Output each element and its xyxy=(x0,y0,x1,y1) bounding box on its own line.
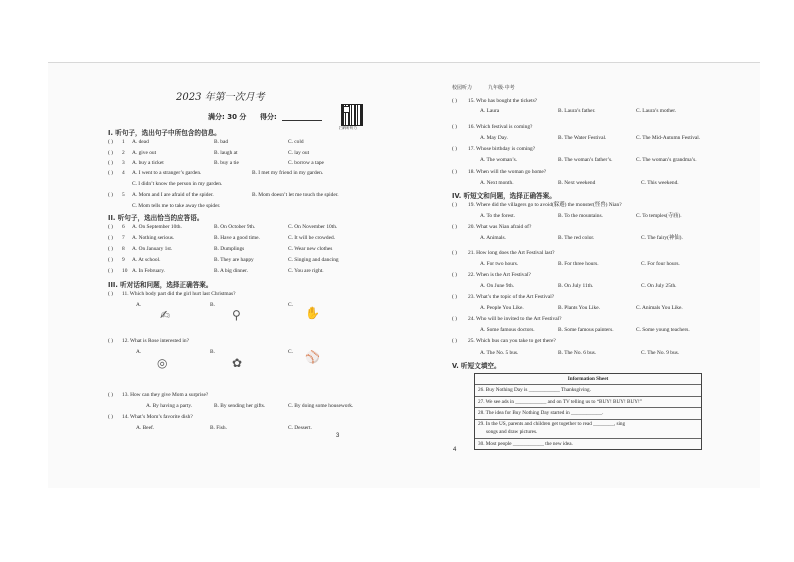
section-2-heading: II. 听句子，选出恰当的应答语。 xyxy=(108,214,204,222)
paren: ( ) xyxy=(108,192,113,198)
q10-option-c: C. You are right. xyxy=(288,268,324,274)
q24-question: 24. Who will be invited to the Art Festival? xyxy=(468,316,562,322)
paren: ( ) xyxy=(452,146,457,152)
q19-option-c: C. To temples(寺庙). xyxy=(636,213,682,219)
q4-option-b: B. I met my friend in my garden. xyxy=(252,170,324,176)
ball-sketch-icon: ⚾ xyxy=(305,350,320,364)
q16-question: 16. Which festival is coming? xyxy=(468,124,533,130)
q7-option-b: B. Have a good time. xyxy=(214,235,260,241)
q3-num: 3 xyxy=(122,160,125,166)
q13-question: 13. How can they give Mom a surprise? xyxy=(122,392,209,398)
q2-option-b: B. laugh at xyxy=(214,150,238,156)
q2-num: 2 xyxy=(122,150,125,156)
table-row-26: 26. Buy Nothing Day is ____________ Thanksgiving. xyxy=(475,384,701,395)
q25-question: 25. Which bus can you take to get there? xyxy=(468,338,556,344)
q14-option-c: C. Dessert. xyxy=(288,425,312,431)
paren: ( ) xyxy=(108,170,113,176)
q11-option-a: A. xyxy=(136,302,142,308)
table-row-29-line2: songs and draw pictures. xyxy=(486,428,538,435)
q7-num: 7 xyxy=(122,235,125,241)
q6-option-c: C. On November 10th. xyxy=(288,224,338,230)
q19-question: 19. Where did the villagers go to avoid(躲避) the monster(怪兽) Nian? xyxy=(468,202,622,208)
q13-option-a: A. By having a party. xyxy=(146,403,193,409)
q22-option-b: B. On July 11th. xyxy=(558,283,594,289)
q24-option-a: A. Some famous doctors. xyxy=(480,327,535,333)
q16-option-c: C. The Mid-Autumn Festival. xyxy=(636,135,701,141)
q11-option-c: C. xyxy=(288,302,293,308)
table-title: Information Sheet xyxy=(567,376,609,382)
paren: ( ) xyxy=(108,224,113,230)
q21-option-b: B. For three hours. xyxy=(558,261,599,267)
q15-question: 15. Who has bought the tickets? xyxy=(468,98,538,104)
q22-option-c: C. On July 25th. xyxy=(641,283,677,289)
q19-option-a: A. To the forest. xyxy=(480,213,516,219)
q5-option-b: B. Mom doesn’t let me touch the spider. xyxy=(252,192,339,198)
section-5-heading: V. 听短文填空。 xyxy=(452,362,501,370)
q25-option-b: B. The No. 6 bus. xyxy=(558,350,597,356)
q18-option-b: B. Next weekend xyxy=(558,180,596,186)
q23-question: 23. What’s the topic of the Art Festival? xyxy=(468,294,555,300)
q12-question: 12. What is Rose interested in? xyxy=(122,338,189,344)
q4-num: 4 xyxy=(122,170,125,176)
q20-option-a: A. Animals. xyxy=(480,235,506,241)
q24-option-c: C. Some young teachers. xyxy=(636,327,690,333)
q8-option-a: A. On January 1st. xyxy=(132,246,173,252)
section-4-heading: IV. 听短文和问题，选择正确答案。 xyxy=(452,192,556,200)
paren: ( ) xyxy=(108,139,113,145)
paren: ( ) xyxy=(452,202,457,208)
hand-sketch-icon: ✋ xyxy=(305,306,320,320)
paren: ( ) xyxy=(108,414,113,420)
q23-option-a: A. People You Like. xyxy=(480,305,524,311)
q7-option-a: A. Nothing serious. xyxy=(132,235,175,241)
section-3-heading: III. 听对话和问题，选择正确答案。 xyxy=(108,281,213,289)
q20-option-c: C. The fairy(神仙). xyxy=(641,235,683,241)
paren: ( ) xyxy=(108,392,113,398)
grade-tag: 九年级·中考 xyxy=(488,85,515,91)
q23-option-c: C. Animals You Like. xyxy=(636,305,683,311)
paren: ( ) xyxy=(108,338,113,344)
q11-option-b: B. xyxy=(210,302,215,308)
q23-option-b: B. Plants You Like. xyxy=(558,305,600,311)
table-row-27: 27. We see ads in ____________ and on TV telling us to “BUY! BUY! BUY!” xyxy=(475,396,701,407)
publisher-logo: 校园听力 xyxy=(452,85,473,91)
q25-option-c: C. The No. 9 bus. xyxy=(641,350,680,356)
paren: ( ) xyxy=(452,294,457,300)
q1-option-a: A. dead xyxy=(132,139,149,145)
q10-option-b: B. A big dinner. xyxy=(214,268,248,274)
q3-option-b: B. buy a tie xyxy=(214,160,239,166)
q4-option-a: A. I went to a stranger’s garden. xyxy=(132,170,202,176)
paren: ( ) xyxy=(452,250,457,256)
q21-option-c: C. For four hours. xyxy=(641,261,680,267)
table-row-30: 30. Most people ____________ the new idea. xyxy=(475,438,701,449)
section-1-heading: I. 听句子，选出句子中所包含的信息。 xyxy=(108,129,221,137)
q1-num: 1 xyxy=(122,139,125,145)
score-label: 得分: xyxy=(260,113,277,121)
q12-option-c: C. xyxy=(288,349,293,355)
q9-option-a: A. At school. xyxy=(132,257,161,263)
table-row-28: 28. The idea for Buy Nothing Day started in ____________. xyxy=(475,407,701,418)
q10-option-a: A. In February. xyxy=(132,268,165,274)
foot-sketch-icon: ⚲ xyxy=(232,308,241,322)
q18-question: 18. When will the woman go home? xyxy=(468,169,547,175)
exam-title: 2023 年第一次月考 xyxy=(176,92,265,103)
q21-option-a: A. For two hours. xyxy=(480,261,519,267)
page-number-left: 3 xyxy=(336,433,340,439)
q20-option-b: B. The red color. xyxy=(558,235,595,241)
q6-option-b: B. On October 9th. xyxy=(214,224,256,230)
q1-option-b: B. bad xyxy=(214,139,229,145)
q10-num: 10 xyxy=(122,268,128,274)
q14-question: 14. What’s Mom’s favorite dish? xyxy=(122,414,193,420)
q18-option-c: C. This weekend. xyxy=(641,180,679,186)
q2-option-c: C. lay out xyxy=(288,150,310,156)
q25-option-a: A. The No. 5 bus. xyxy=(480,350,519,356)
q5-num: 5 xyxy=(122,192,125,198)
paren: ( ) xyxy=(108,160,113,166)
q16-option-b: B. The Water Festival. xyxy=(558,135,607,141)
q9-option-b: B. They are happy xyxy=(214,257,254,263)
q14-option-b: B. Fish. xyxy=(210,425,227,431)
flower-sketch-icon: ✿ xyxy=(232,356,243,370)
q17-option-a: A. The woman’s. xyxy=(480,157,518,163)
q21-question: 21. How long does the Art Festival last? xyxy=(468,250,555,256)
q20-question: 20. What was Nian afraid of? xyxy=(468,224,532,230)
q13-option-c: C. By doing some housework. xyxy=(288,403,354,409)
q8-num: 8 xyxy=(122,246,125,252)
paren: ( ) xyxy=(108,235,113,241)
paren: ( ) xyxy=(108,291,113,297)
paren: ( ) xyxy=(452,124,457,130)
q13-option-b: B. By sending her gifts. xyxy=(214,403,266,409)
paren: ( ) xyxy=(452,224,457,230)
q14-option-a: A. Beef. xyxy=(136,425,155,431)
q15-option-b: B. Laura’s father. xyxy=(558,108,596,114)
q22-option-a: A. On June 9th. xyxy=(480,283,514,289)
qr-code-icon xyxy=(341,104,363,126)
paren: ( ) xyxy=(452,272,457,278)
q16-option-a: A. May Day. xyxy=(480,135,508,141)
q17-question: 17. Whose birthday is coming? xyxy=(468,146,536,152)
q2-option-a: A. give out xyxy=(132,150,157,156)
paren: ( ) xyxy=(452,169,457,175)
table-row-29 xyxy=(475,419,701,438)
page-number-right: 4 xyxy=(453,447,457,453)
q22-question: 22. When is the Art Festival? xyxy=(468,272,531,278)
q17-option-b: B. The woman’s father’s. xyxy=(558,157,613,163)
q7-option-c: C. It will be crowded. xyxy=(288,235,336,241)
q24-option-b: B. Some famous painters. xyxy=(558,327,614,333)
q8-option-b: B. Dumplings xyxy=(214,246,245,252)
q1-option-c: C. cold xyxy=(288,139,304,145)
q9-num: 9 xyxy=(122,257,125,263)
paren: ( ) xyxy=(452,98,457,104)
paren: ( ) xyxy=(108,150,113,156)
q8-option-c: C. Wear new clothes xyxy=(288,246,333,252)
q4-option-c: C. I didn’t know the person in my garden. xyxy=(132,181,223,187)
paren: ( ) xyxy=(108,268,113,274)
information-sheet-table xyxy=(474,373,702,450)
drum-sketch-icon: ◎ xyxy=(157,356,168,370)
q19-option-b: B. To the mountains. xyxy=(558,213,603,219)
score-blank xyxy=(282,120,322,121)
paren: ( ) xyxy=(452,338,457,344)
leg-sketch-icon: ✍ xyxy=(160,308,171,322)
q12-option-b: B. xyxy=(210,349,215,355)
q5-option-c: C. Mom tells me to take away the spider. xyxy=(132,203,221,209)
q12-option-a: A. xyxy=(136,349,142,355)
q6-num: 6 xyxy=(122,224,125,230)
q15-option-c: C. Laura’s mother. xyxy=(636,108,677,114)
q3-option-a: A. buy a ticket xyxy=(132,160,164,166)
q3-option-c: C. borrow a tape xyxy=(288,160,324,166)
q9-option-c: C. Singing and dancing xyxy=(288,257,339,263)
qr-caption: 扫码听听力 xyxy=(339,126,357,130)
paren: ( ) xyxy=(108,257,113,263)
full-score: 满分: 30 分 xyxy=(208,113,247,121)
table-row-29-line1: 29. In the US, parents and children get together to read ________, sing xyxy=(478,420,626,427)
q18-option-a: A. Next month. xyxy=(480,180,514,186)
q6-option-a: A. On September 10th. xyxy=(132,224,182,230)
q11-question: 11. Which body part did the girl hurt last Christmas? xyxy=(122,291,236,297)
q15-option-a: A. Laura xyxy=(480,108,500,114)
paren: ( ) xyxy=(108,246,113,252)
q5-option-a: A. Mom and I are afraid of the spider. xyxy=(132,192,214,198)
q17-option-c: C. The woman’s grandma’s. xyxy=(636,157,697,163)
paren: ( ) xyxy=(452,316,457,322)
